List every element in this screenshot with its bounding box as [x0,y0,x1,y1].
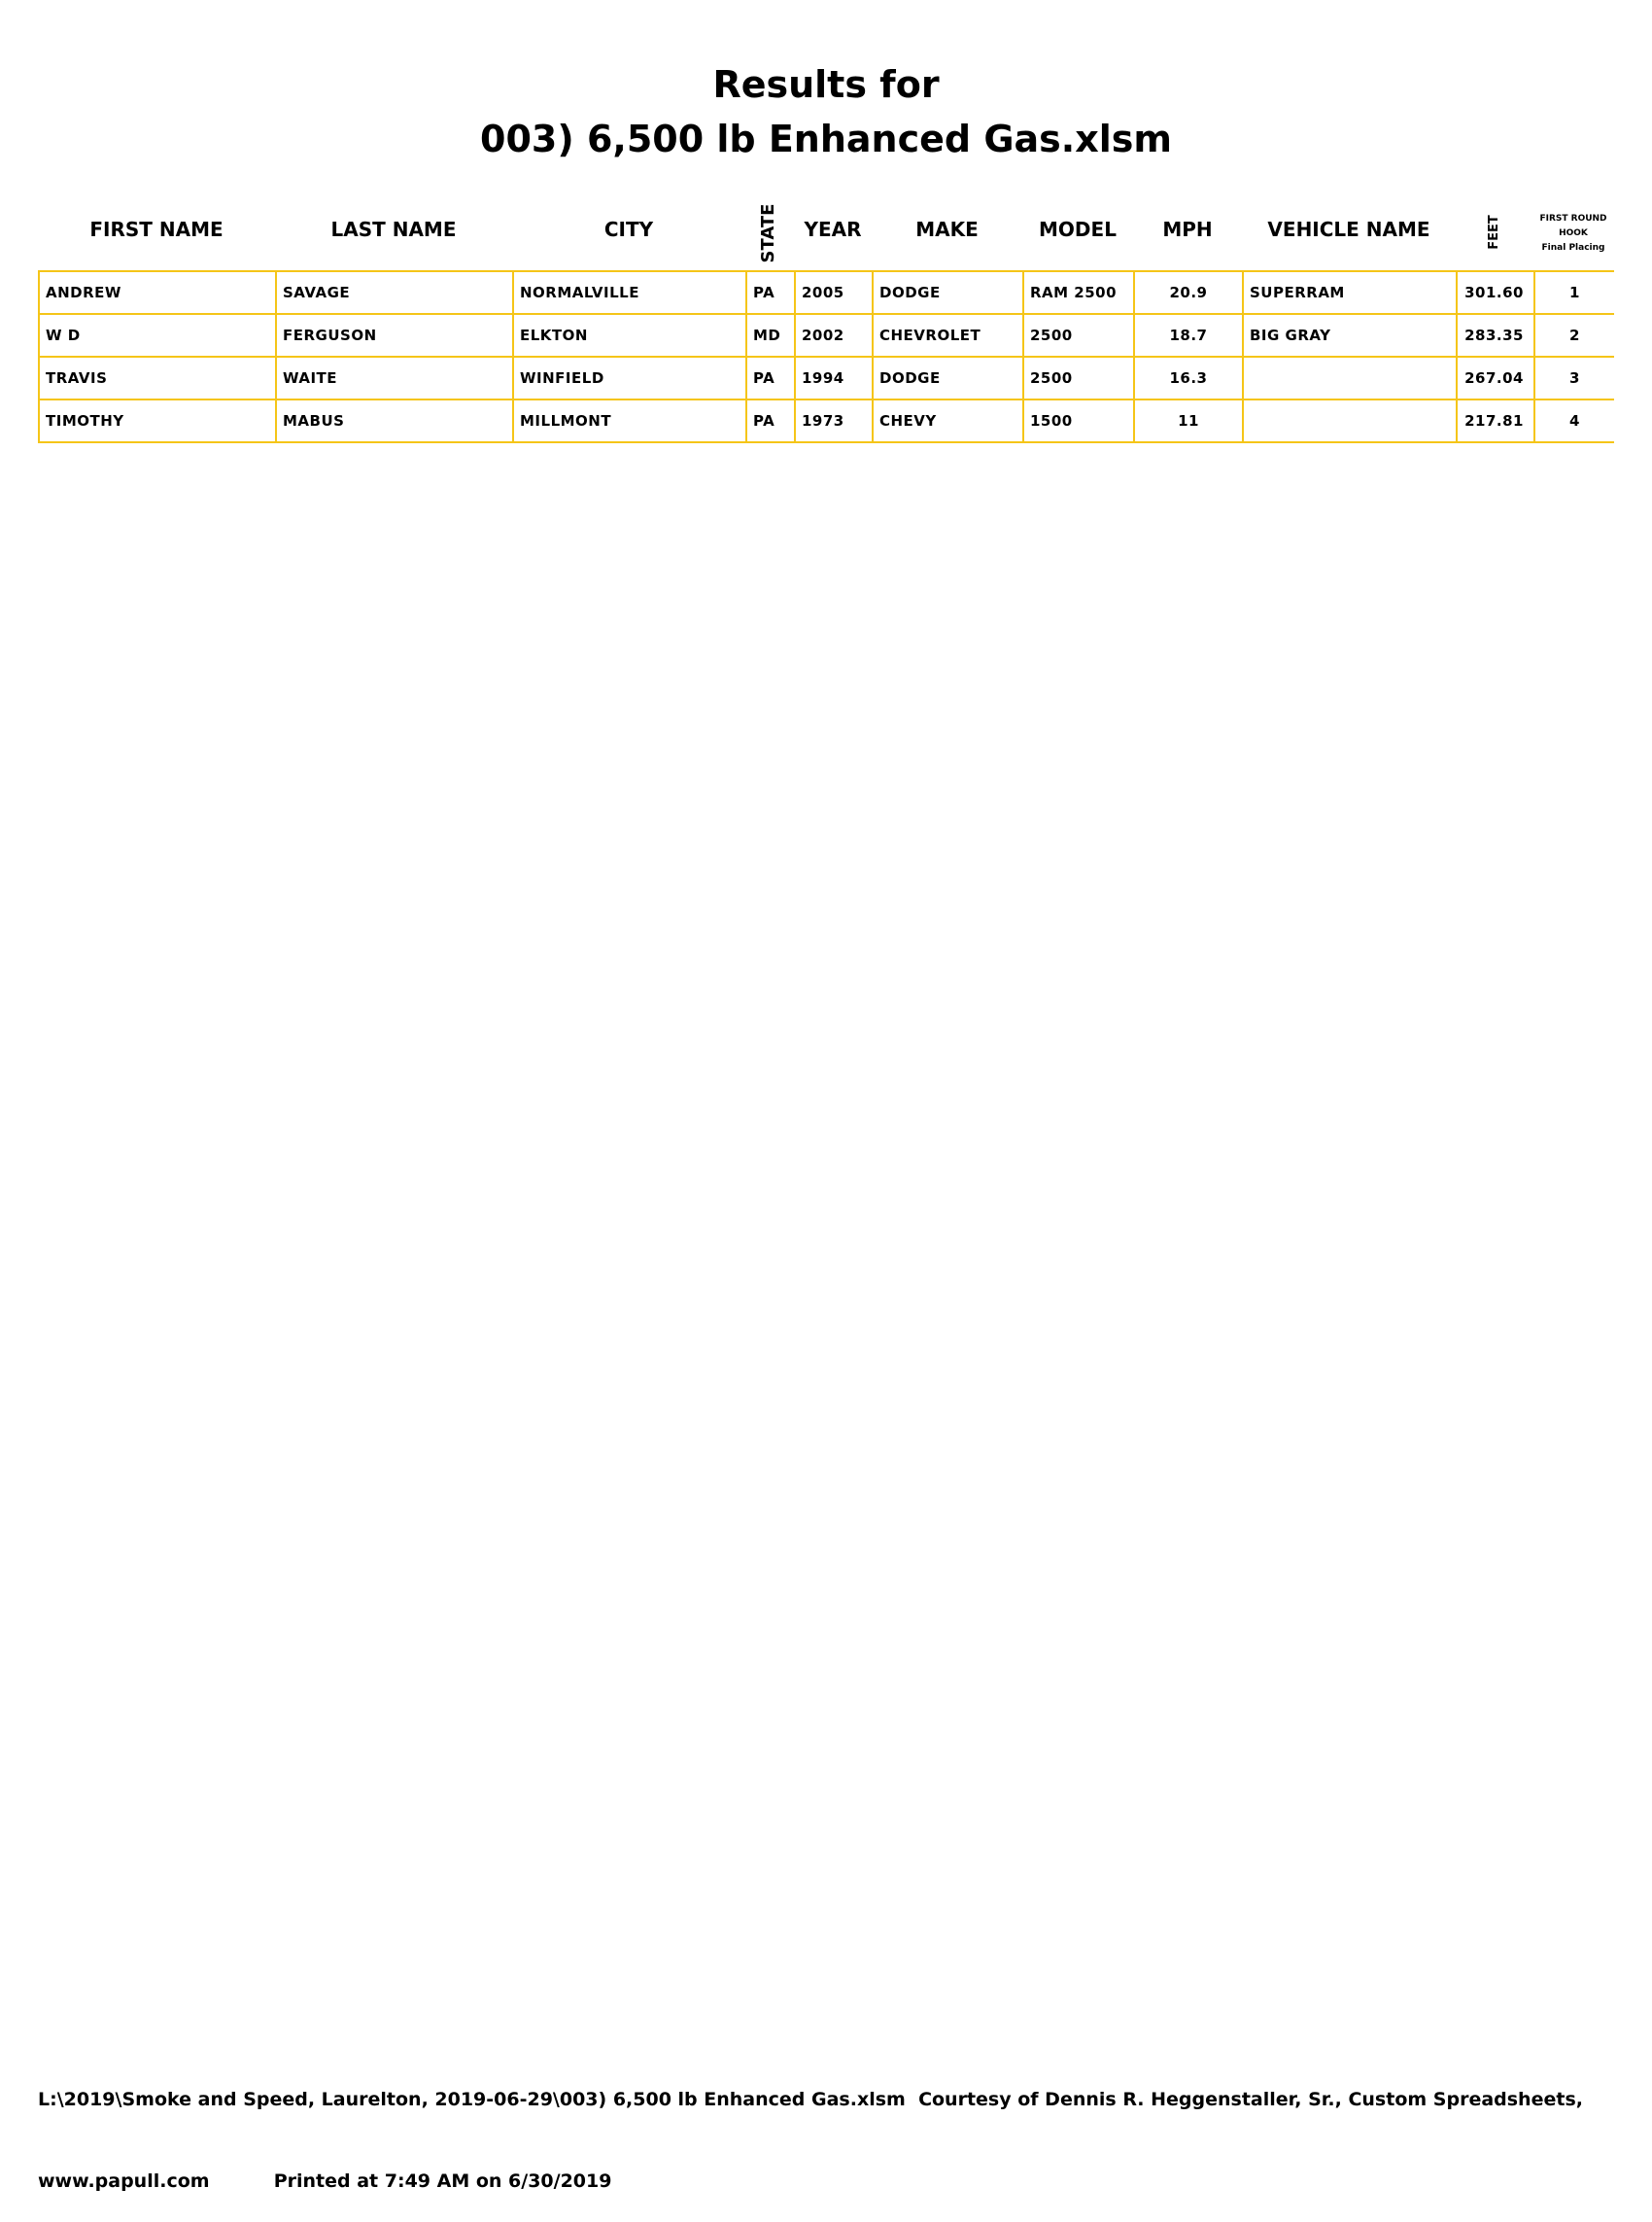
page-title: Results for [712,63,940,106]
first-name-cell: TIMOTHY [39,399,276,442]
page-subtitle: 003) 6,500 lb Enhanced Gas.xlsm [480,118,1172,160]
model-cell: 2500 [1023,357,1134,399]
state-cell: PA [746,357,795,399]
city-cell: WINFIELD [513,357,746,399]
state-cell: PA [746,271,795,314]
feet-cell: 217.81 [1457,399,1534,442]
placing-cell: 3 [1534,357,1614,399]
city-cell: NORMALVILLE [513,271,746,314]
mph-cell: 18.7 [1134,314,1243,357]
header-model: MODEL [1039,218,1117,241]
feet-cell: 301.60 [1457,271,1534,314]
placing-cell: 2 [1534,314,1614,357]
state-cell: MD [746,314,795,357]
make-cell: DODGE [873,271,1023,314]
header-mph: MPH [1162,218,1213,241]
header-state: STATE [758,203,778,263]
mph-cell: 11 [1134,399,1243,442]
header-make: MAKE [915,218,979,241]
header-placing-line3: Final Placing [1541,243,1605,253]
model-cell: 1500 [1023,399,1134,442]
vehicle-name-cell: SUPERRAM [1243,271,1457,314]
header-placing-line1: FIRST ROUND [1539,214,1607,224]
header-year: YEAR [804,218,862,241]
vehicle-name-cell: BIG GRAY [1243,314,1457,357]
header-final-placing [1533,212,1613,256]
vehicle-name-cell [1243,399,1457,442]
make-cell: CHEVROLET [873,314,1023,357]
header-placing-line2: HOOK [1559,228,1588,238]
last-name-cell: SAVAGE [276,271,513,314]
placing-cell: 1 [1534,271,1614,314]
year-cell: 2005 [795,271,873,314]
last-name-cell: FERGUSON [276,314,513,357]
state-cell: PA [746,399,795,442]
year-cell: 1994 [795,357,873,399]
model-cell: 2500 [1023,314,1134,357]
header-city: CITY [603,218,654,241]
header-feet: FEET [1487,215,1501,250]
year-cell: 1973 [795,399,873,442]
make-cell: DODGE [873,357,1023,399]
city-cell: MILLMONT [513,399,746,442]
feet-cell: 283.35 [1457,314,1534,357]
city-cell: ELKTON [513,314,746,357]
model-cell: RAM 2500 [1023,271,1134,314]
first-name-cell: W D [39,314,276,357]
mph-cell: 20.9 [1134,271,1243,314]
first-name-cell: ANDREW [39,271,276,314]
make-cell: CHEVY [873,399,1023,442]
year-cell: 2002 [795,314,873,357]
footer-line2: www.papull.com Printed at 7:49 AM on 6/30/2019 [38,2170,612,2192]
first-name-cell: TRAVIS [39,357,276,399]
feet-cell: 267.04 [1457,357,1534,399]
vehicle-name-cell [1243,357,1457,399]
header-vehicle-name: VEHICLE NAME [1267,218,1430,241]
table-row [39,314,1614,357]
last-name-cell: MABUS [276,399,513,442]
last-name-cell: WAITE [276,357,513,399]
header-last-name: LAST NAME [330,218,457,241]
footer-line1: L:\2019\Smoke and Speed, Laurelton, 2019-06-29\003) 6,500 lb Enhanced Gas.xlsm Courtesy of Dennis R. Heggenstaller, Sr., Custom Spreadsheets, [38,2089,1583,2110]
footer [38,2031,1612,2222]
table-row [39,399,1614,442]
placing-cell: 4 [1534,399,1614,442]
header-first-name: FIRST NAME [89,218,224,241]
table-row [39,357,1614,399]
results-table [38,270,1614,443]
mph-cell: 16.3 [1134,357,1243,399]
table-row [39,271,1614,314]
